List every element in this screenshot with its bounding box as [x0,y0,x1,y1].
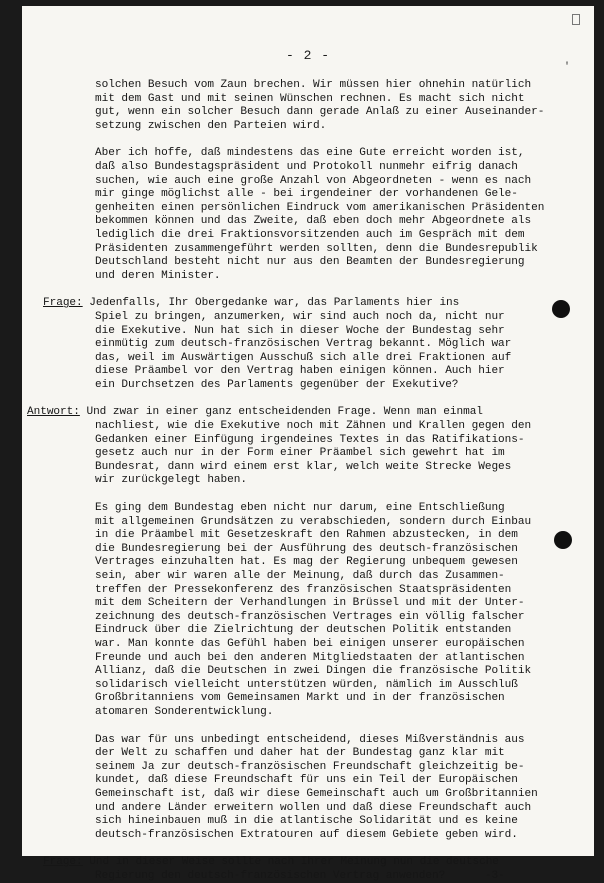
text-line [95,461,585,475]
line-text: Und in dieser Weise sollte nach Ihrer Meinung nun die deutsche [82,856,499,869]
line-text: gut, wenn ein solcher Besuch dann gerade Anlaß zu einer Auseinander- [95,106,545,119]
paragraph-gap [95,842,585,856]
text-line [95,147,585,161]
text-line [95,556,585,570]
text-line [95,311,585,325]
line-text: zeichnung des deutsch-französischen Vertrages ein völlig falscher [95,610,525,623]
text-line [95,529,585,543]
speaker-label: Frage: [43,297,83,310]
line-text: war. Man konnte das Gefühl haben bei einigen unserer europäischen [95,637,525,650]
line-text: sich hineinbauen muß in die atlantische Solidarität und es keine [95,815,518,828]
line-text: kundet, daß diese Freundschaft für uns ein Teil der Europäischen [95,774,518,787]
text-line [95,815,585,829]
text-line [95,584,585,598]
line-text: Es ging dem Bundestag eben nicht nur darum, eine Entschließung [95,502,505,515]
text-paragraph [95,502,585,720]
text-line [43,856,585,870]
text-line [95,243,585,257]
text-line [27,406,585,420]
line-text: solidarisch vielleicht unterstützen würden, nämlich im Ausschluß [95,678,518,691]
text-line [95,79,585,93]
text-line [43,297,585,311]
line-text: ein Durchsetzen des Parlaments gegenüber der Exekutive? [95,378,459,391]
text-line [95,692,585,706]
text-paragraph [95,79,585,133]
question-paragraph [43,856,585,883]
line-text: Vertrages einzuhalten hat. Es mag der Regierung unbequem gewesen [95,556,518,569]
line-text: mit dem Scheitern der Verhandlungen in Brüssel und mit der Unter- [95,597,525,610]
line-text: Großbritanniens vom Gemeinsamen Markt und in der französischen [95,692,505,705]
line-text: gesetz auch nur in der Form einer Präambel sich gewehrt hat im [95,447,505,460]
line-text: deutsch-französischen Extratouren auf diesem Gebiete geben wird. [95,828,518,841]
text-line [95,706,585,720]
line-text: einmütig zum deutsch-französischen Vertrag bekannt. Möglich war [95,338,512,351]
line-text: Freunde und auch bei den anderen Mitgliedstaaten der atlantischen [95,651,525,664]
paragraph-gap [95,283,585,297]
text-line [95,325,585,339]
answer-paragraph [27,406,585,488]
line-text: Deutschland besteht nicht nur aus den Beamten der Bundesregierung [95,256,525,269]
text-line [95,502,585,516]
line-text: genheiten einen persönlichen Eindruck vom amerikanischen Präsidenten [95,201,545,214]
text-line [95,802,585,816]
text-line [95,352,585,366]
line-text: mir ginge möglichst alle - bei irgendeiner der vorhandenen Gele- [95,188,518,201]
punch-hole-bottom [554,531,572,549]
text-line [95,652,585,666]
line-text: Regierung den deutsch-französischen Vertrag anwenden? -3- [95,869,505,882]
speaker-label: Frage: [43,856,83,869]
text-line [95,270,585,284]
line-text: Eindruck über die Zielrichtung der deutschen Politik entstanden [95,624,512,637]
line-text: Spiel zu bringen, anzumerken, wir sind auch noch da, nicht nur [95,310,505,323]
text-line [95,788,585,802]
text-line [95,229,585,243]
line-text: treffen der Pressekonferenz des französischen Staatspräsidenten [95,583,512,596]
line-text: der Welt zu schaffen und daher hat der Bundestag ganz klar mit [95,747,505,760]
line-text: sein, aber wir waren alle der Meinung, daß durch das Zusammen- [95,570,505,582]
line-text: Gedanken einer Einfügung irgendeines Textes in das Ratifikations- [95,433,525,446]
text-line [95,338,585,352]
line-text: Gemeinschaft ist, daß wir diese Gemeinschaft auch um Großbritannien [95,787,538,800]
text-line [95,93,585,107]
text-line [95,516,585,530]
line-text: atomaren Sonderentwicklung. [95,705,274,718]
text-line [95,434,585,448]
line-text: suchen, wie auch eine große Anzahl von Abgeordneten - wenn es nach [95,174,532,187]
text-line [95,679,585,693]
page-corner-mark [572,14,580,25]
text-line [95,774,585,788]
paragraph-gap [95,488,585,502]
document-body [27,79,585,883]
text-line [95,420,585,434]
punch-hole-top [552,300,570,318]
line-text: die Bundesregierung bei der Ausführung des deutsch-französischen [95,542,518,555]
line-text: diese Präambel vor den Vertrag haben einigen können. Auch hier [95,365,505,378]
text-line [95,365,585,379]
line-text: daß also Bundestagspräsident und Protokoll nunmehr eifrig danach [95,160,518,173]
line-text: Und zwar in einer ganz entscheidenden Frage. Wenn man einmal [79,406,483,419]
page-number: - 2 - [285,48,330,63]
text-line [95,161,585,175]
text-line [95,106,585,120]
document-page [22,6,594,882]
line-text: Jedenfalls, Ihr Obergedanke war, das Parlaments hier ins [82,297,460,310]
text-line [95,256,585,270]
text-line [95,665,585,679]
text-line [95,870,585,883]
text-line [95,624,585,638]
line-text: Allianz, daß die Deutschen in zwei Dingen die französische Politik [95,665,532,678]
line-text: solchen Besuch vom Zaun brechen. Wir müssen hier ohnehin natürlich [95,79,532,91]
line-text: mit dem Gast und mit seinen Wünschen rechnen. Es macht sich nicht [95,92,525,105]
line-text: nachliest, wie die Exekutive noch mit Zähnen und Krallen gegen den [95,420,532,433]
text-line [95,202,585,216]
text-paragraph [95,147,585,283]
paragraph-gap [95,133,585,147]
text-line [95,611,585,625]
text-line [95,447,585,461]
text-line [95,570,585,584]
line-text: und deren Minister. [95,269,221,282]
line-text: mit allgemeinen Grundsätzen zu verabschieden, sondern durch Einbau [95,515,532,528]
text-line [95,120,585,134]
paragraph-gap [95,392,585,406]
text-line [95,829,585,843]
line-text: Das war für uns unbedingt entscheidend, dieses Mißverständnis aus [95,733,525,746]
line-text: die Exekutive. Nun hat sich in dieser Woche der Bundestag sehr [95,324,505,337]
line-text: Aber ich hoffe, daß mindestens das eine Gute erreicht worden ist, [95,147,525,160]
line-text: setzung zwischen den Parteien wird. [95,119,327,132]
line-text: bekommen können und das Zweite, daß eben doch mehr Abgeordnete als [95,215,532,228]
line-text: das, weil im Auswärtigen Ausschuß sich alle drei Fraktionen auf [95,351,512,364]
text-line [95,761,585,775]
line-text: lediglich die drei Fraktionsvorsitzenden auch im Gespräch mit dem [95,228,525,241]
text-line [95,597,585,611]
paragraph-gap [95,720,585,734]
text-line [95,734,585,748]
text-line [95,379,585,393]
speaker-label: Antwort: [27,406,80,419]
line-text: Präsidenten zusammengeführt werden sollten, denn die Bundesrepublik [95,242,538,255]
line-text: seinem Ja zur deutsch-französischen Freundschaft gleichzeitig be- [95,760,525,773]
text-line [95,543,585,557]
line-text: in die Präambel mit Gesetzeskraft den Rahmen abzustecken, in dem [95,529,518,542]
line-text: Bundesrat, dann wird einem erst klar, welch weite Strecke Weges [95,460,512,473]
text-line [95,638,585,652]
text-line [95,215,585,229]
line-text: und andere Länder erweitern wollen und daß diese Freundschaft auch [95,801,532,814]
text-paragraph [95,734,585,843]
line-text: wir zurückgelegt haben. [95,474,247,487]
question-paragraph [43,297,585,392]
margin-tick-mark: ' [563,62,570,73]
text-line [95,175,585,189]
text-line [95,747,585,761]
text-line [95,474,585,488]
text-line [95,188,585,202]
